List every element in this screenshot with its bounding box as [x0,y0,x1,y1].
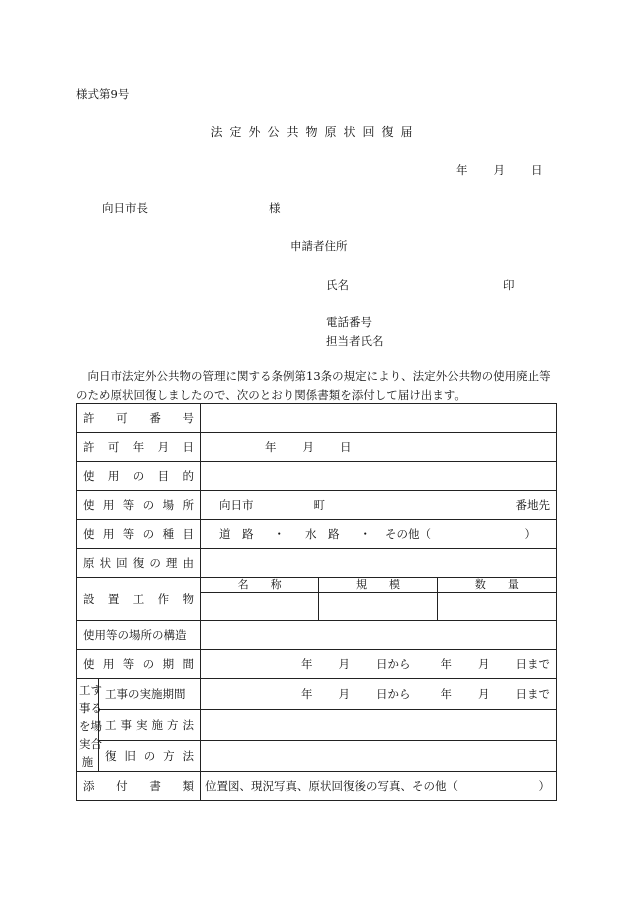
row-period [77,650,557,679]
label-char: 使 [83,498,95,512]
addressee: 向日市長 [102,201,148,215]
label-char: 用 [102,657,115,671]
reason-value[interactable] [201,549,557,578]
label-char: 使 [83,527,95,541]
seal-label: 印 [503,278,515,292]
type-other-close: ） [524,527,536,541]
label-char: の [142,657,155,671]
label-char: 施 [151,718,163,732]
permit-date-month: 月 [302,440,314,454]
label-char: 法 [182,749,194,763]
label-char: 方 [163,749,175,763]
works-period-label: 工事の実施期間 [99,679,201,710]
label-char: 使 [83,469,95,483]
label-text [83,497,194,513]
label-char: 許 [83,440,95,454]
label-text [83,778,194,794]
restore-method-label [99,741,201,772]
works-period-year-2: 年 [440,687,452,701]
label-char: 的 [182,469,194,483]
label-char: 理 [165,556,178,570]
label-char: 月 [157,440,170,454]
applicant-name-label: 氏名 [326,278,349,292]
label-char: 法 [182,718,194,732]
period-from: 日から [376,657,411,671]
label-char: 復 [105,749,117,763]
row-works-period [77,679,557,710]
date-day: 日 [531,163,543,177]
period-month-1: 月 [338,657,350,671]
label-char: 用 [102,498,115,512]
row-works-method [77,710,557,741]
row-permit-number [77,404,557,433]
purpose-label [77,462,201,491]
label-text [83,656,194,672]
permit-date-day: 日 [340,440,352,454]
label-char: 原 [83,556,95,570]
label-char: 年 [132,440,145,454]
type-other-open: その他（ [385,527,431,541]
row-purpose [77,462,557,491]
label-text [83,591,194,607]
permit-date-value[interactable] [201,433,557,462]
label-char: 復 [132,556,145,570]
label-char: 方 [167,718,179,732]
works-method-value[interactable] [201,710,557,741]
label-char: 目 [182,527,194,541]
place-value[interactable] [201,491,557,520]
period-label [77,650,201,679]
structure-col-name [201,578,319,620]
structure-col-quantity [438,578,556,620]
structure-col-scale-header: 規 模 [319,578,436,593]
label-text [105,717,194,733]
submission-date [456,162,543,178]
label-char: 種 [162,527,175,541]
label-char: 可 [107,440,120,454]
label-char: 旧 [124,749,136,763]
contact-person-label: 担当者氏名 [326,334,384,348]
period-to: 日まで [515,657,550,671]
phone-label: 電話番号 [326,315,372,329]
date-year: 年 [456,163,468,177]
label-char: 場 [162,498,175,512]
label-char: 番 [149,411,161,425]
label-text [83,468,194,484]
period-month-2: 月 [478,657,490,671]
label-char: 物 [182,592,194,606]
label-char: 作 [157,592,170,606]
label-char: 目 [157,469,170,483]
applicant-address-label: 申請者住所 [290,239,348,253]
label-char: 日 [182,440,194,454]
structure-col-name-header: 名 称 [201,578,318,593]
label-char: 間 [182,657,194,671]
label-char: 等 [122,527,135,541]
works-period-month-1: 月 [338,687,350,701]
works-method-label [99,710,201,741]
structure-name-input[interactable] [201,593,318,620]
works-period-to: 日まで [515,687,550,701]
label-char: 工 [105,718,117,732]
works-period-value[interactable] [201,679,557,710]
structure-scale-input[interactable] [319,593,436,620]
label-char: 付 [116,779,128,793]
attachments-label [77,772,201,801]
label-char: 書 [149,779,161,793]
type-separator-2: ・ [359,527,371,541]
permit-date-year: 年 [265,440,277,454]
works-period-year-1: 年 [301,687,313,701]
works-period-from: 日から [376,687,411,701]
attachments-text: 位置図、現況写真、原状回復後の写真、その他（ [205,779,458,793]
label-char: 添 [83,779,95,793]
label-char: 等 [122,657,135,671]
row-restore-method [77,741,557,772]
row-reason [77,549,557,578]
label-text [83,526,194,542]
period-value[interactable] [201,650,557,679]
label-char: 事 [120,718,132,732]
label-char: 設 [83,592,95,606]
period-year-2: 年 [440,657,452,671]
label-char: 由 [182,556,194,570]
works-period-month-2: 月 [478,687,490,701]
type-label [77,520,201,549]
type-value[interactable] [201,520,557,549]
label-text [83,439,194,455]
label-char: 用 [102,527,115,541]
label-char: 工 [132,592,145,606]
row-permit-date [77,433,557,462]
attachments-value[interactable] [201,772,557,801]
structure-quantity-input[interactable] [438,593,556,620]
form-table [76,403,557,801]
date-month: 月 [493,163,505,177]
label-char: 用 [107,469,120,483]
row-structure [77,578,557,621]
place-label [77,491,201,520]
label-char: 状 [99,556,112,570]
period-year-1: 年 [301,657,313,671]
form-title: 法定外公共物原状回復届 [210,125,420,139]
construction-label: 使用等の場所の構造 [77,621,201,650]
addressee-honorific: 様 [269,201,281,215]
place-city: 向日市 [219,498,254,512]
label-char: の [149,556,161,570]
label-char: 回 [116,556,128,570]
label-char: の [142,527,155,541]
label-char: 類 [182,779,194,793]
type-road: 道 路 [219,527,254,541]
permit-number-label [77,404,201,433]
label-char: の [142,498,155,512]
label-char: の [143,749,156,763]
row-type [77,520,557,549]
label-char: 置 [107,592,120,606]
reason-label [77,549,201,578]
label-char: 号 [182,411,194,425]
place-lot: 番地先 [515,498,550,512]
structure-col-quantity-header: 数 量 [438,578,556,593]
permit-number-value[interactable] [201,404,557,433]
label-char: 期 [162,657,175,671]
form-number: 様式第9号 [76,87,130,101]
type-waterway: 水 路 [305,527,340,541]
label-char: 実 [136,718,148,732]
attachments-close: ） [538,779,550,793]
row-place [77,491,557,520]
label-text [105,748,194,764]
label-text [83,555,194,571]
structure-label [77,578,201,621]
label-char: 許 [83,411,95,425]
label-char: 使 [83,657,95,671]
label-char: の [132,469,145,483]
label-char: 可 [116,411,128,425]
structure-value [201,578,557,621]
type-separator-1: ・ [273,527,285,541]
body-text: 向日市法定外公共物の管理に関する条例第13条の規定により、法定外公共物の使用廃止等のため原状回復しましたので、次のとおり関係書類を添付して届け出ます。 [76,369,551,402]
label-text [83,410,194,426]
permit-date-label [77,433,201,462]
purpose-value[interactable] [201,462,557,491]
row-attachments [77,772,557,801]
construction-value[interactable] [201,621,557,650]
restore-method-value[interactable] [201,741,557,772]
structure-col-scale [319,578,437,620]
label-char: 所 [182,498,194,512]
place-town: 町 [313,498,325,512]
label-char: 等 [122,498,135,512]
row-construction [77,621,557,650]
works-side-label: 工す 事る を場 実合 施 [77,679,99,772]
